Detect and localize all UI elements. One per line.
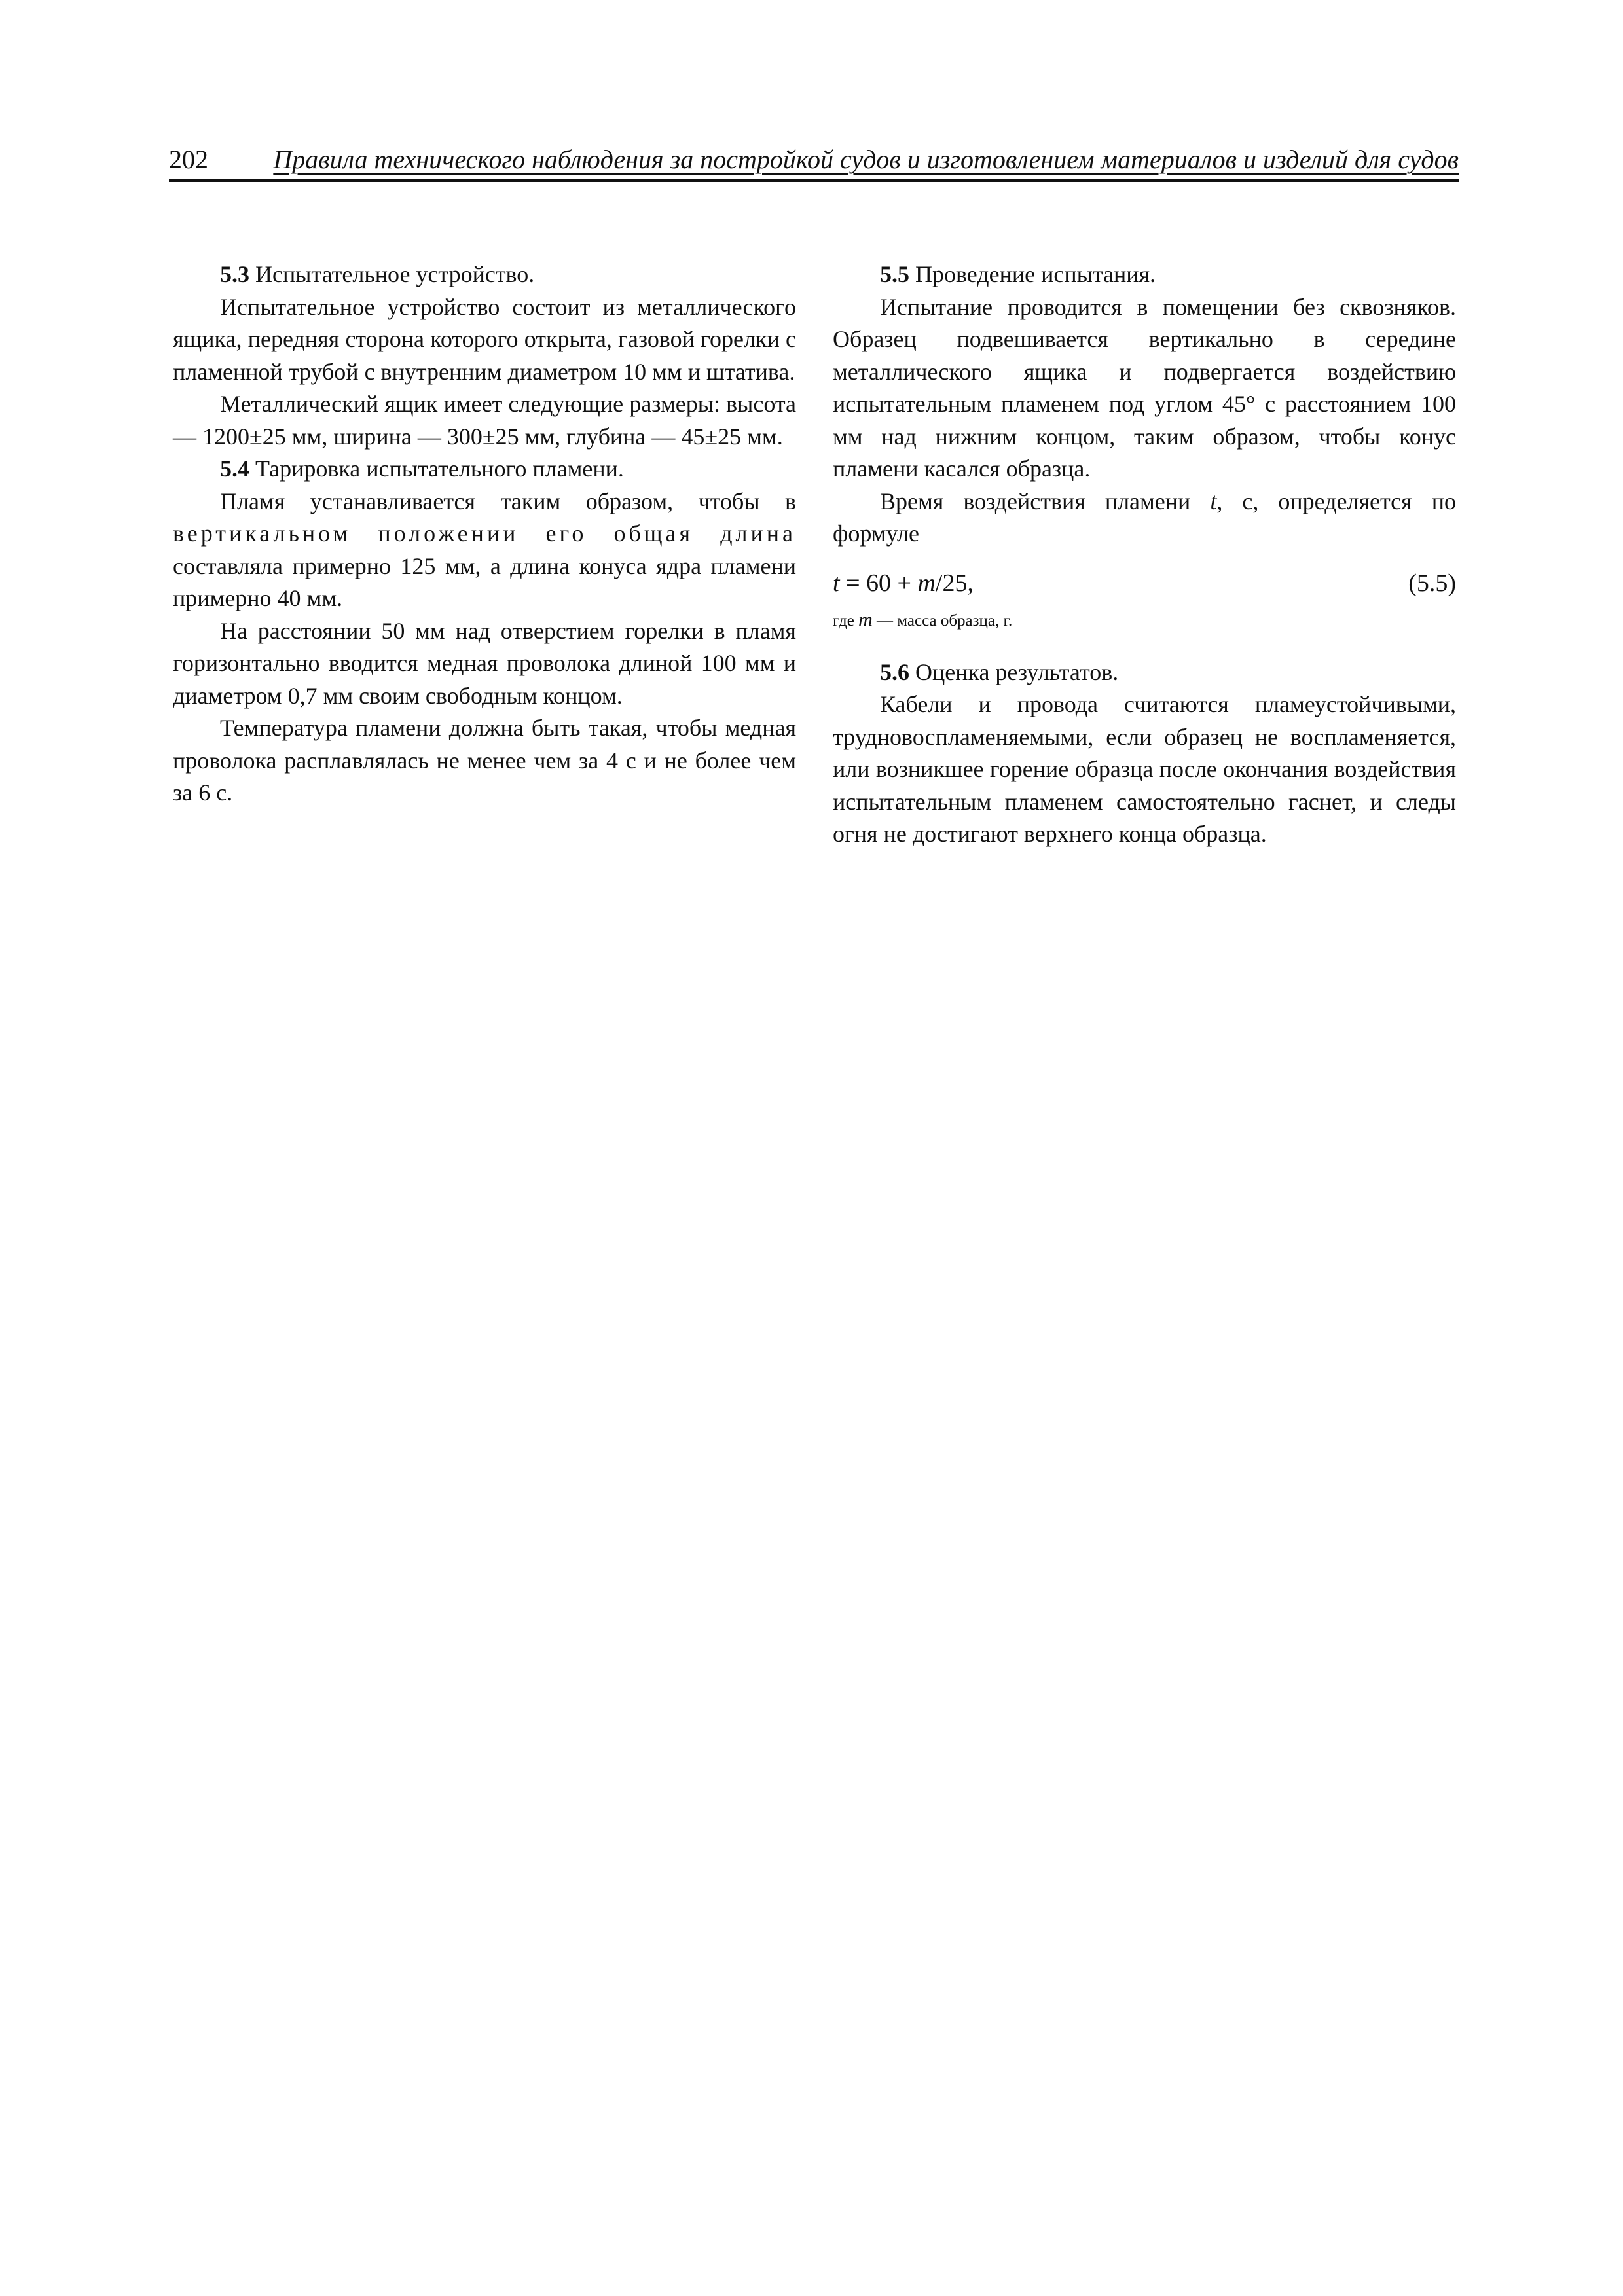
section-5-3-heading [173,259,796,291]
formula-5-5 [833,566,1456,600]
formula-expression [833,566,974,600]
section-5-3-paragraph-1: Испытательное устройство состоит из металлического ящика, передняя сторона которого открыта, газовой горелки с пламенной трубой с внутренним диаметром 10 мм и штатива. [173,293,796,385]
section-5-6-heading [833,656,1456,689]
section-5-3-number: 5.3 [220,261,249,287]
text-run: составляла примерно 125 мм, а длина конуса ядра пламени примерно 40 мм. [173,552,796,611]
section-5-5-heading [833,259,1456,291]
section-5-4-paragraph-1 [173,486,796,615]
formula-legend [833,607,1456,634]
section-5-5-paragraph-1: Испытание проводится в помещении без сквозняков. Образец подвешивается вертикально в середине металлического ящика и подвергается воздействию испытательным пламенем под углом 45° с расстоянием 100 мм над нижним концом, таким образом, чтобы конус пламени касался образца. [833,293,1456,482]
section-5-6-number: 5.6 [880,658,909,685]
text-run: , с, определяется по формуле [833,488,1456,547]
right-column [833,259,1456,851]
section-5-4-paragraph-2: На расстоянии 50 мм над отверстием горелки в пламя горизонтально вводится медная проволока длиной 100 мм и диаметром 0,7 мм своим свободным концом. [173,617,796,709]
section-5-6-title: Оценка результатов. [909,658,1119,685]
left-column [173,259,796,810]
section-5-3-paragraph-2: Металлический ящик имеет следующие размеры: высота — 1200±25 мм, ширина — 300±25 мм, глубина — 45±25 мм. [173,391,796,450]
formula-number: (5.5) [1408,569,1456,597]
formula-part: = 60 + [839,569,918,597]
section-5-6-paragraph-1: Кабели и провода считаются пламеустойчивыми, трудновоспламеняемыми, если образец не воспламеняется, или возникшее горение образца после окончания воздействия испытательным пламенем самостоятельно гаснет, и следы огня не достигают верхнего конца образца. [833,691,1456,847]
section-5-5-title: Проведение испытания. [909,261,1156,287]
formula-part: /25, [935,569,974,597]
legend-prefix: где [833,611,859,630]
section-5-3-title: Испытательное устройство. [249,261,535,287]
formula-var-t: t [833,569,840,597]
legend-var-m: m [858,608,873,630]
section-5-4-heading [173,453,796,486]
page-number: 202 [169,145,208,174]
running-header [169,143,1459,182]
spaced-text-run: вертикальном положении его общая длина [173,520,796,547]
legend-text: — масса образца, г. [872,611,1013,630]
variable-t: t [1210,488,1217,514]
section-5-5-number: 5.5 [880,261,909,287]
section-5-4-paragraph-3: Температура пламени должна быть такая, чтобы медная проволока расплавлялась не менее чем за 4 с и не более чем за 6 с. [173,715,796,806]
text-run: Время воздействия пламени [880,488,1211,514]
section-5-4-title: Тарировка испытательного пламени. [249,456,624,482]
formula-var-m: m [917,569,936,597]
running-title: Правила технического наблюдения за постройкой судов и изготовлением материалов и изделий для судов [273,145,1459,174]
section-5-4-number: 5.4 [220,456,249,482]
section-5-5-paragraph-2 [833,486,1456,550]
text-run: Пламя устанавливается таким образом, чтобы в [220,488,796,514]
